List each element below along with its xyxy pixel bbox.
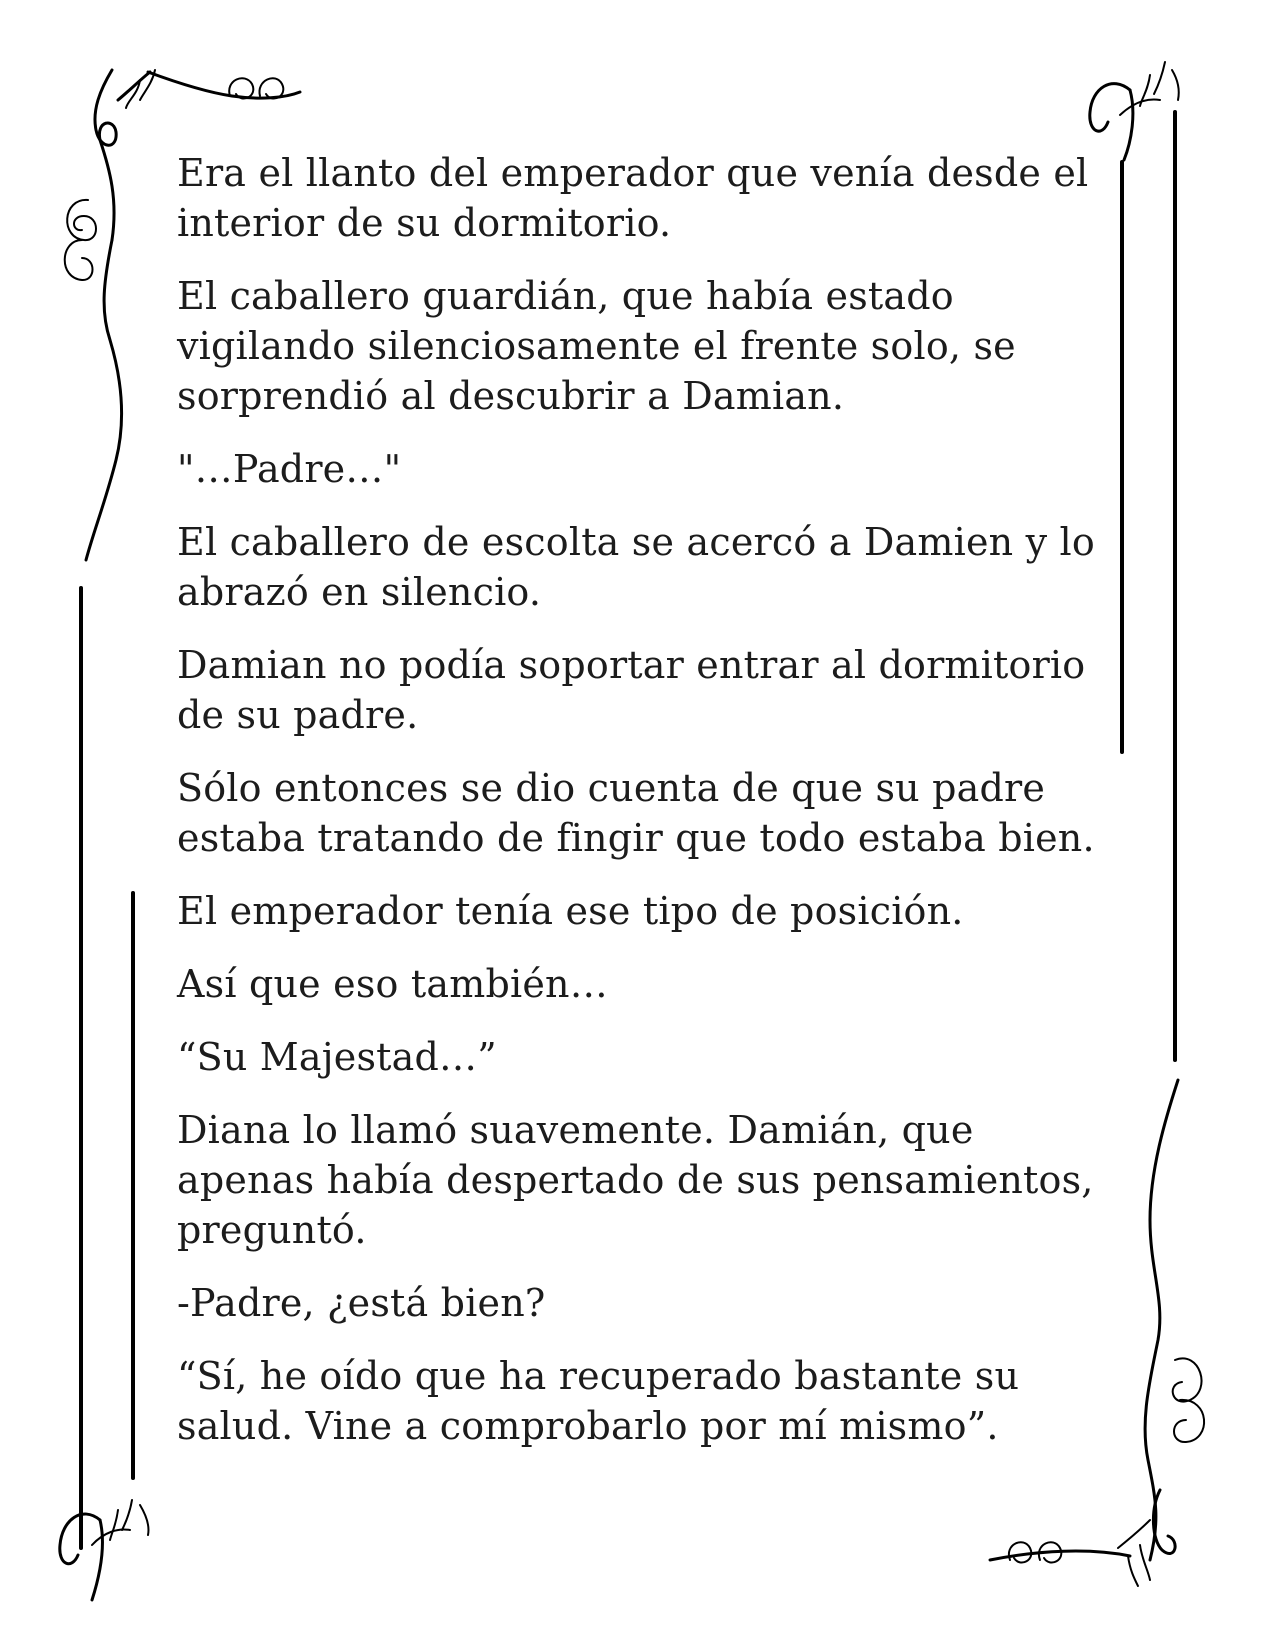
paragraph-9: “Su Majestad…” [177,1035,497,1079]
top-right-flourish-ornament [1090,62,1179,160]
paragraph-12: “Sí, he oído que ha recuperado bastante su salud. Vine a comprobarlo por mí mismo”. [177,1354,1020,1448]
paragraph-11: -Padre, ¿está bien? [177,1281,546,1325]
paragraph-7: El emperador tenía ese tipo de posición. [177,889,964,933]
paragraph-1: Era el llanto del emperador que venía desde el interior de su dormitorio. [177,151,1089,245]
paragraph-3: "…Padre…" [177,447,402,491]
paragraph-2: El caballero guardián, que había estado vigilando silenciosamente el frente solo, se sorprendió al descubrir a Damian. [177,274,1016,418]
bottom-left-flourish-ornament [60,1500,149,1600]
paragraph-8: Así que eso también… [177,962,608,1006]
paragraph-4: El caballero de escolta se acercó a Damien y lo abrazó en silencio. [177,520,1095,614]
paragraph-6: Sólo entonces se dio cuenta de que su padre estaba tratando de fingir que todo estaba bien. [177,766,1095,860]
paragraph-5: Damian no podía soportar entrar al dormitorio de su padre. [177,643,1086,737]
story-text-body [177,148,1097,1474]
paragraph-10: Diana lo llamó suavemente. Damián, que apenas había despertado de sus pensamientos, preguntó. [177,1108,1094,1252]
